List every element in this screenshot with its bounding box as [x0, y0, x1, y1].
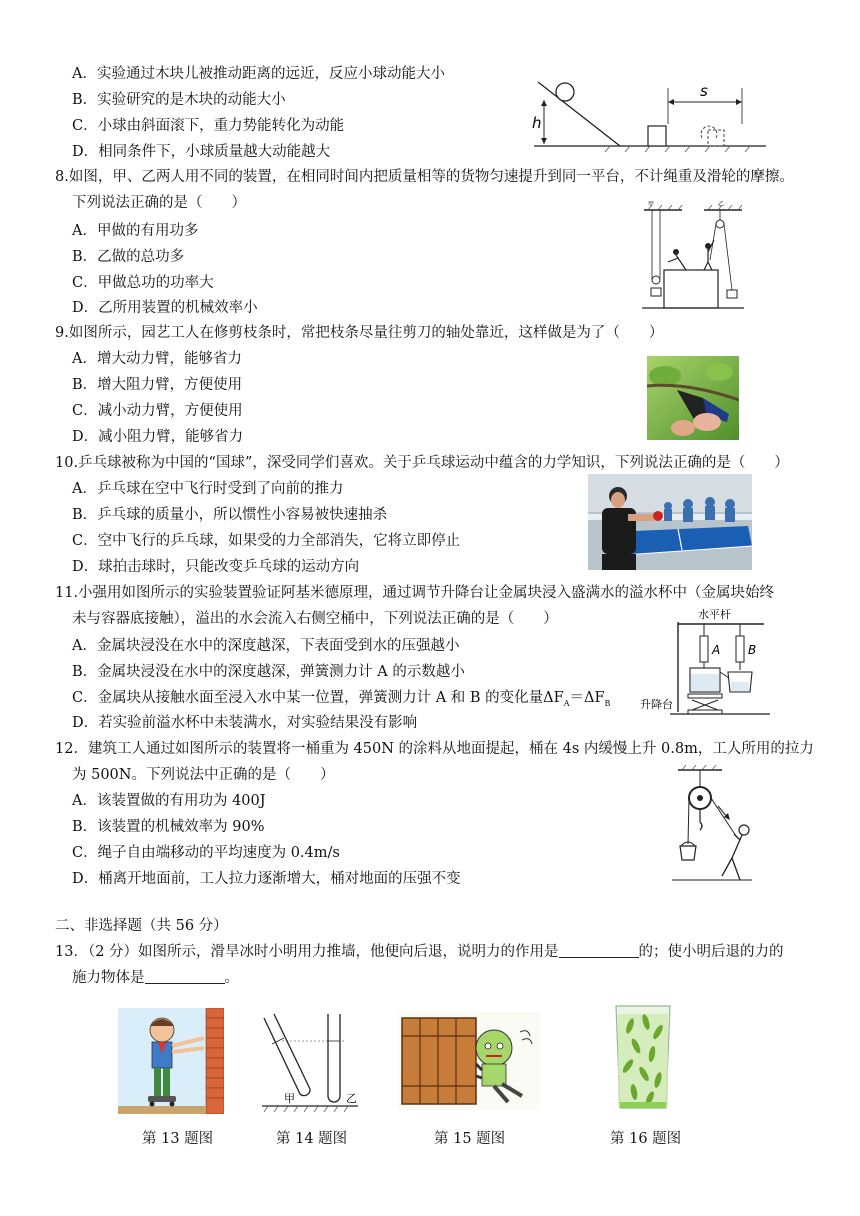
q12-pulley-worker-figure — [648, 762, 756, 886]
label-jia: 甲 — [648, 201, 655, 208]
q9-stem: 9.如图所示，园艺工人在修剪枝条时，常把枝条尽量往剪刀的轴处靠近，这样做是为了（ ） — [55, 325, 664, 341]
q10-option-a: A．乒乓球在空中飞行时受到了向前的推力 — [72, 481, 344, 497]
section-2-title: 二、非选择题（共 56 分） — [55, 918, 228, 934]
q13-stem-1 — [55, 942, 784, 962]
q10-option-b: B．乒乓球的质量小，所以惯性小容易被快速抽杀 — [72, 507, 388, 523]
paint-bucket-icon — [680, 846, 696, 860]
q10-option-d: D．球拍击球时，只能改变乒乓球的运动方向 — [72, 559, 360, 575]
q7-option-a: A．实验通过木块儿被推动距离的远近，反应小球动能大小 — [72, 66, 445, 82]
q8-pulley-figure — [638, 200, 748, 312]
q11-option-b: B．金属块浸没在水中的深度越深，弹簧测力计 A 的示数越小 — [72, 664, 465, 680]
platform-icon — [664, 270, 718, 308]
q13-answer-blank-1[interactable] — [559, 943, 639, 958]
q13-answer-blank-2[interactable] — [145, 969, 225, 984]
q12-option-c: C．绳子自由端移动的平均速度为 0.4m/s — [72, 845, 340, 861]
label-a: A — [712, 643, 721, 657]
label-bar: 水平杆 — [698, 608, 731, 621]
q8-option-b: B．乙做的总功多 — [72, 249, 185, 265]
q12-option-d: D．桶离开地面前，工人拉力逐渐增大，桶对地面的压强不变 — [72, 871, 461, 887]
q12-stem-2: 为 500N。下列说法中正确的是（ ） — [72, 767, 335, 783]
q12-option-b: B．该装置的机械效率为 90% — [72, 819, 265, 835]
q11-option-c-mid: ＝ΔF — [569, 690, 605, 706]
fig15-pushing-crate-image — [398, 1012, 540, 1110]
q13-stem-2 — [72, 968, 239, 988]
q11-stem-1: 11.小强用如图所示的实验装置验证阿基米德原理，通过调节升降台让金属块浸入盛满水的溢水杯中（金属块始终 — [55, 585, 775, 601]
q11-option-d: D．若实验前溢水杯中未装满水，对实验结果没有影响 — [72, 715, 418, 731]
caption-fig-14: 第 14 题图 — [276, 1131, 348, 1147]
tube-label-jia: 甲 — [284, 1092, 295, 1105]
label-h: h — [532, 114, 542, 132]
q11-sub-b: B — [604, 698, 611, 708]
q11-option-a: A．金属块浸没在水中的深度越深，下表面受到水的压强越小 — [72, 638, 460, 654]
q11-option-c-text: C．金属块从接触水面至浸入水中某一位置，弹簧测力计 A 和 B 的变化量ΔF — [72, 690, 564, 706]
q13-stem-1b: 的；使小明后退的力的 — [638, 944, 784, 960]
q8-stem-1: 8.如图，甲、乙两人用不同的装置，在相同时间内把质量相等的货物匀速提升到同一平台，不计绳重及滑轮的摩擦。 — [55, 169, 794, 185]
q11-stem-2: 未与容器底接触），溢出的水会流入右侧空桶中，下列说法正确的是（ ） — [72, 611, 558, 627]
q12-option-a: A．该装置做的有用功为 400J — [72, 793, 266, 809]
q8-option-d: D．乙所用装置的机械效率小 — [72, 300, 258, 316]
fig13-skater-image — [118, 1008, 224, 1114]
q13-stem-1a: 13．（2 分）如图所示，滑旱冰时小明用力推墙，他便向后退，说明力的作用是 — [55, 944, 559, 960]
q9-pruning-shears-photo — [647, 356, 739, 440]
q9-option-b: B．增大阻力臂，方便使用 — [72, 377, 243, 393]
fig16-tea-glass-image — [612, 1002, 674, 1114]
q12-stem-1: 12．建筑工人通过如图所示的装置将一桶重为 450N 的涂料从地面提起，桶在 4s 内缓慢上升 0.8m，工人所用的拉力 — [55, 741, 814, 757]
q7-option-b: B．实验研究的是木块的动能大小 — [72, 92, 286, 108]
label-platform: 升降台 — [640, 698, 673, 711]
q8-option-a: A．甲做的有用功多 — [72, 223, 199, 239]
caption-fig-16: 第 16 题图 — [610, 1131, 682, 1147]
label-s: s — [700, 82, 708, 100]
label-yi: 乙 — [718, 201, 725, 208]
q9-option-c: C．减小动力臂，方便使用 — [72, 403, 243, 419]
tube-label-yi: 乙 — [346, 1092, 357, 1105]
q7-ramp-figure — [530, 72, 770, 154]
fig14-test-tubes — [258, 1010, 362, 1114]
q13-stem-2a: 施力物体是 — [72, 970, 145, 986]
ball-icon — [556, 83, 574, 101]
q9-option-a: A．增大动力臂，能够省力 — [72, 351, 242, 367]
q11-archimedes-apparatus — [640, 606, 776, 718]
q11-option-c — [72, 688, 610, 714]
caption-fig-15: 第 15 题图 — [434, 1131, 506, 1147]
q7-option-c: C．小球由斜面滚下，重力势能转化为动能 — [72, 118, 345, 134]
wood-block-icon — [648, 126, 666, 146]
q8-option-c: C．甲做总功的功率大 — [72, 275, 214, 291]
q10-table-tennis-photo — [588, 474, 752, 570]
q10-stem: 10.乒乓球被称为中国的“国球”，深受同学们喜欢。关于乒乓球运动中蕴含的力学知识，下列说法正确的是（ ） — [55, 455, 789, 471]
q9-option-d: D．减小阻力臂，能够省力 — [72, 429, 244, 445]
q8-stem-2: 下列说法正确的是（ ） — [72, 195, 246, 211]
q10-option-c: C．空中飞行的乒乓球，如果受的力全部消失，它将立即停止 — [72, 533, 461, 549]
q7-option-d: D．相同条件下，小球质量越大动能越大 — [72, 144, 331, 160]
q11-sub-a: A — [563, 698, 570, 708]
label-b: B — [748, 643, 757, 657]
q13-stem-2b: 。 — [224, 970, 239, 986]
caption-fig-13: 第 13 题图 — [142, 1131, 214, 1147]
